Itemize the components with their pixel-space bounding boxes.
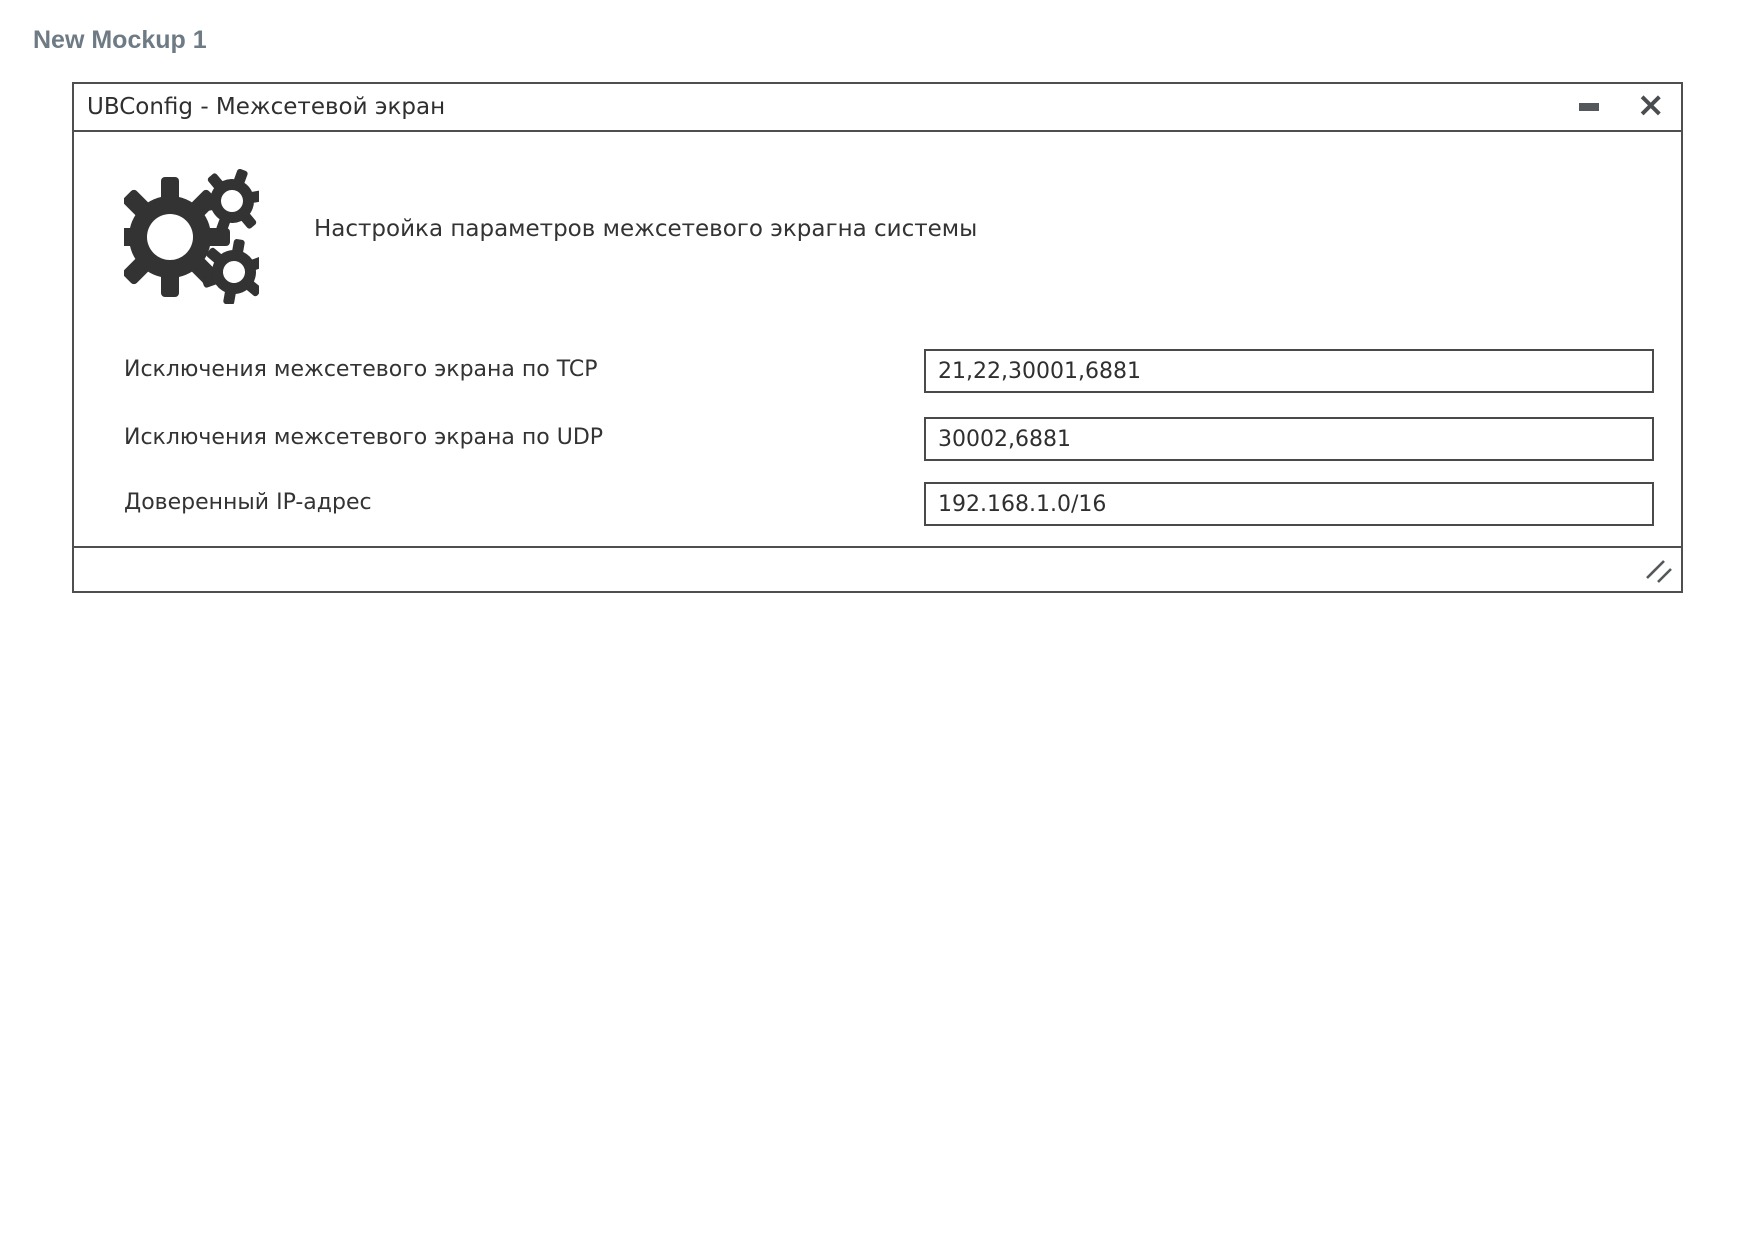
page-title: New Mockup 1 (33, 26, 207, 54)
trusted-ip-input[interactable] (924, 482, 1654, 526)
tcp-exceptions-label: Исключения межсетевого экрана по TCP (124, 357, 598, 382)
resize-grip-icon[interactable] (1644, 557, 1674, 585)
field-row-udp-exceptions (74, 417, 1681, 461)
window-statusbar (74, 546, 1681, 591)
udp-exceptions-input[interactable] (924, 417, 1654, 461)
field-row-trusted-ip (74, 482, 1681, 526)
udp-exceptions-label: Исключения межсетевого экрана по UDP (124, 425, 604, 450)
field-row-tcp-exceptions (74, 349, 1681, 393)
tcp-exceptions-input[interactable] (924, 349, 1654, 393)
window-titlebar (74, 84, 1681, 132)
close-icon[interactable]: × (1636, 85, 1665, 125)
gears-icon (124, 169, 259, 304)
window-description: Настройка параметров межсетевого экрагна системы (314, 216, 978, 242)
trusted-ip-label: Доверенный IP-адрес (124, 490, 372, 515)
window-title: UBConfig - Межсетевой экран (87, 94, 446, 120)
minimize-icon[interactable] (1579, 103, 1599, 111)
ubconfig-window (72, 82, 1683, 593)
